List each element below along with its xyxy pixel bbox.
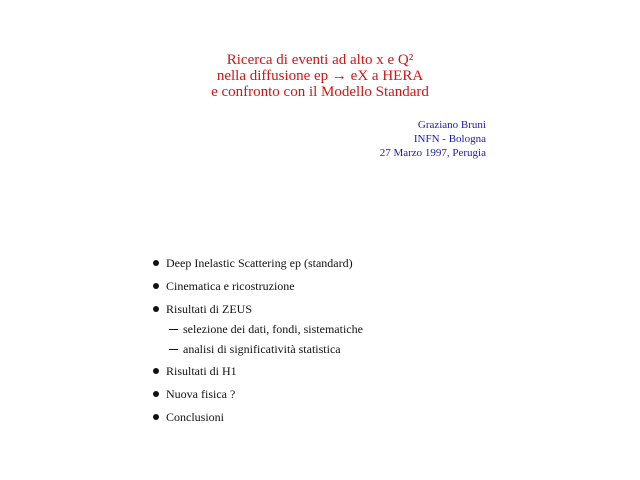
sublist-item-label: analisi di significatività statistica	[183, 341, 341, 356]
bullet-icon	[153, 283, 159, 289]
bullet-icon	[153, 368, 159, 374]
list-item	[153, 386, 363, 402]
sublist-item-label: selezione dei dati, fondi, sistematiche	[183, 321, 363, 336]
list-item	[153, 409, 363, 425]
title-line-2: nella diffusione ep → eX a HERA	[216, 68, 424, 84]
sublist	[153, 322, 363, 356]
dash-icon	[169, 349, 178, 350]
bullet-icon	[153, 260, 159, 266]
list-item-label: Conclusioni	[166, 409, 225, 424]
title-line-1: Ricerca di eventi ad alto x e Q²	[226, 52, 414, 68]
bullet-icon	[153, 391, 159, 397]
list-item-label: Nuova fisica ?	[166, 386, 236, 401]
list-item	[153, 278, 363, 294]
list-item	[153, 363, 363, 379]
list-item	[153, 255, 363, 271]
talk-date-place: 27 Marzo 1997, Perugia	[379, 147, 486, 159]
dash-icon	[169, 329, 178, 330]
author-info	[380, 118, 486, 160]
sublist-item	[169, 342, 363, 356]
author-affiliation: INFN - Bologna	[413, 133, 486, 145]
author-name: Graziano Bruni	[417, 119, 486, 131]
bullet-icon	[153, 306, 159, 312]
title-line-3: e confronto con il Modello Standard	[211, 84, 429, 100]
outline-list	[153, 255, 363, 432]
list-item-label: Cinematica e ricostruzione	[166, 278, 295, 293]
list-item-label: Deep Inelastic Scattering ep (standard)	[166, 255, 353, 270]
list-item-label: Risultati di H1	[166, 363, 237, 378]
list-item-label: Risultati di ZEUS	[166, 301, 253, 316]
list-item	[153, 301, 363, 317]
bullet-icon	[153, 414, 159, 420]
slide-title	[0, 52, 640, 100]
sublist-item	[169, 322, 363, 336]
